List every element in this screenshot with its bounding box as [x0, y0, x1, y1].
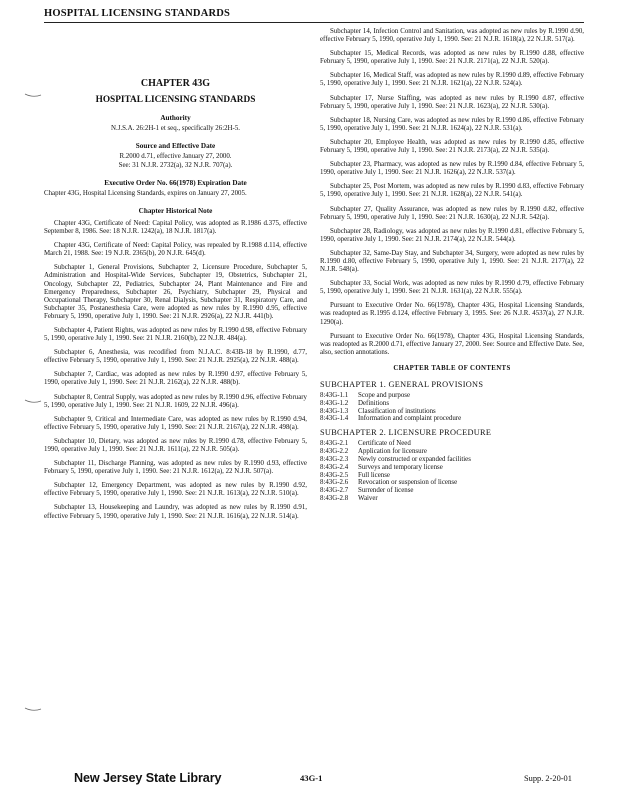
- historical-paragraph: Subchapter 6, Anesthesia, was recodified from N.J.A.C. 8:43B-18 by R.1990, d.77, effective February 5, 1990, operative July 1, 1990. See: 21 N.J.R. 2925(a), 22 N.J.R. 488(a).: [44, 349, 307, 365]
- table-of-contents: [320, 381, 584, 503]
- toc-section-title: Classification of institutions: [358, 407, 436, 415]
- margin-mark: [24, 706, 42, 712]
- toc-section-number: 8:43G-2.7: [320, 487, 349, 495]
- source-heading: Source and Effective Date: [135, 142, 216, 151]
- historical-paragraph: Subchapter 28, Radiology, was adopted as new rules by R.1990 d.81, effective February 5, 1990, operative July 1, 1990. See: 21 N.J.R. 2174(a), 22 N.J.R. 544(a).: [320, 227, 584, 243]
- toc-section-number: 8:43G-2.5: [320, 471, 349, 479]
- margin-mark: [24, 92, 42, 98]
- toc-section-number: 8:43G-2.8: [320, 494, 349, 502]
- source-line-1: R.2000 d.71, effective January 27, 2000.: [119, 153, 232, 161]
- historical-paragraph: Subchapter 17, Nurse Staffing, was adopted as new rules by R.1990 d.87, effective February 5, 1990, operative July 1, 1990. See: 21 N.J.R. 1623(a), 22 N.J.R. 530(a).: [320, 94, 584, 110]
- toc-section-number: 8:43G-2.2: [320, 448, 349, 456]
- toc-entry: [320, 440, 584, 448]
- toc-section-title: Surveys and temporary license: [358, 463, 443, 471]
- toc-section-title: Scope and purpose: [358, 392, 411, 400]
- toc-entry: [320, 472, 584, 480]
- toc-section-number: 8:43G-1.2: [320, 399, 349, 407]
- historical-paragraph: Chapter 43G, Certificate of Need: Capital Policy, was adopted as R.1986 d.375, effective September 8, 1986. See: 18 N.J.R. 1242(a), 18 N.J.R. 1817(a).: [44, 219, 307, 236]
- historical-note-right: [320, 28, 584, 357]
- supplement-date: Supp. 2-20-01: [524, 774, 572, 783]
- historical-paragraph: Subchapter 25, Post Mortem, was adopted as new rules by R.1990 d.83, effective February 5, 1990, operative July 1, 1990. See: 21 N.J.R. 1628(a), 22 N.J.R. 541(a).: [320, 183, 584, 199]
- historical-paragraph: Subchapter 12, Emergency Department, was adopted as new rules by R.1990 d.92, effective February 5, 1990, operative July 1, 1990. See: 21 N.J.R. 1613(a), 22 N.J.R. 510(a).: [44, 482, 307, 498]
- historical-paragraph: Subchapter 11, Discharge Planning, was adopted as new rules by R.1990 d.93, effective February 5, 1990, operative July 1, 1990. See: 21 N.J.R. 1612(a), 22 N.J.R. 507(a).: [44, 460, 307, 476]
- toc-entry: [320, 479, 584, 487]
- toc-entry: [320, 400, 584, 408]
- historical-paragraph: Subchapter 7, Cardiac, was adopted as new rules by R.1990 d.97, effective February 5, 1990, operative July 1, 1990. See: 21 N.J.R. 2162(a), 22 N.J.R. 488(b).: [44, 371, 307, 387]
- toc-subchapter-heading: SUBCHAPTER 2. LICENSURE PROCEDURE: [320, 428, 492, 438]
- toc-entry: [320, 495, 584, 503]
- right-column: [320, 28, 584, 503]
- historical-paragraph: Pursuant to Executive Order No. 66(1978), Chapter 43G, Hospital Licensing Standards, was readopted as R.2000 d.71, effective January 27, 2000. See: Source and Effective Date. See, also, section annotations.: [320, 332, 584, 356]
- historical-paragraph: Subchapter 8, Central Supply, was adopted as new rules by R.1990 d.96, effective February 5, 1990, operative July 1, 1990. See: 21 N.J.R. 1609, 22 N.J.R. 496(a).: [44, 393, 307, 409]
- toc-section-title: Definitions: [358, 399, 390, 407]
- toc-subchapter-heading: SUBCHAPTER 1. GENERAL PROVISIONS: [320, 380, 484, 389]
- toc-entry: [320, 408, 584, 416]
- library-name: New Jersey State Library: [74, 771, 222, 785]
- left-column: [44, 36, 307, 527]
- historical-note-left: [44, 220, 307, 521]
- toc-entry: [320, 464, 584, 472]
- toc-section-title: Certificate of Need: [358, 440, 411, 448]
- historical-paragraph: Subchapter 20, Employee Health, was adopted as new rules by R.1990 d.85, effective February 5, 1990, operative July 1, 1990. See: 21 N.J.R. 2173(a), 22 N.J.R. 535(a).: [320, 138, 584, 155]
- chapter-title: HOSPITAL LICENSING STANDARDS: [95, 95, 256, 106]
- toc-section-title: Application for licensure: [358, 448, 427, 456]
- executive-order-text: Chapter 43G, Hospital Licensing Standards, expires on January 27, 2005.: [44, 189, 247, 197]
- toc-entry: [320, 448, 584, 456]
- historical-paragraph: Subchapter 27, Quality Assurance, was adopted as new rules by R.1990 d.82, effective February 5, 1990, operative July 1, 1990. See: 21 N.J.R. 1630(a), 22 N.J.R. 542(a).: [320, 205, 584, 221]
- historical-paragraph: Subchapter 33, Social Work, was adopted as new rules by R.1990 d.79, effective February 5, 1990, operative July 1, 1990. See: 21 N.J.R. 1631(a), 22 N.J.R. 555(a).: [320, 280, 584, 296]
- historical-paragraph: Subchapter 16, Medical Staff, was adopted as new rules by R.1990 d.89, effective February 5, 1990, operative July 1, 1990. See: 21 N.J.R. 1621(a), 22 N.J.R. 524(a).: [320, 72, 584, 88]
- toc-section-number: 8:43G-2.6: [320, 479, 349, 487]
- chapter-number: CHAPTER 43G: [140, 78, 211, 89]
- historical-paragraph: Subchapter 10, Dietary, was adopted as new rules by R.1990 d.78, effective February 5, 1990, operative July 1, 1990. See: 21 N.J.R. 1611(a), 22 N.J.R. 505(a).: [44, 437, 307, 453]
- toc-title: CHAPTER TABLE OF CONTENTS: [393, 364, 511, 372]
- toc-section-number: 8:43G-2.1: [320, 440, 349, 448]
- running-head: HOSPITAL LICENSING STANDARDS: [44, 8, 231, 19]
- toc-section-title: Revocation or suspension of license: [358, 479, 458, 487]
- toc-section-title: Surrender of license: [358, 487, 414, 495]
- authority-heading: Authority: [160, 114, 191, 123]
- toc-section-number: 8:43G-1.3: [320, 407, 349, 415]
- toc-section-number: 8:43G-1.4: [320, 415, 349, 423]
- historical-paragraph: Subchapter 4, Patient Rights, was adopted as new rules by R.1990 d.98, effective February 5, 1990, operative July 1, 1990. See: 21 N.J.R. 2160(b), 22 N.J.R. 484(a).: [44, 326, 307, 343]
- toc-section-title: Newly constructed or expanded facilities: [358, 455, 471, 463]
- toc-section-number: 8:43G-2.4: [320, 463, 349, 471]
- executive-order-heading: Executive Order No. 66(1978) Expiration Date: [104, 178, 247, 187]
- historical-paragraph: Subchapter 9, Critical and Intermediate Care, was adopted as new rules by R.1990 d.94, effective February 5, 1990, operative July 1, 1990. See: 21 N.J.R. 2167(a), 22 N.J.R. 498(a).: [44, 415, 307, 431]
- toc-entry: [320, 392, 584, 400]
- authority-text: N.J.S.A. 26:2H-1 et seq., specifically 26:2H-5.: [111, 125, 240, 133]
- toc-section-number: 8:43G-1.1: [320, 392, 349, 400]
- header-rule: [44, 22, 584, 23]
- historical-paragraph: Chapter 43G, Certificate of Need: Capital Policy, was repealed by R.1988 d.114, effective March 21, 1988. See: 19 N.J.R. 2365(b), 20 N.J.R. 645(d).: [44, 242, 307, 258]
- toc-entry: [320, 415, 584, 423]
- margin-mark: [24, 398, 42, 404]
- historical-paragraph: Subchapter 13, Housekeeping and Laundry, was adopted as new rules by R.1990 d.91, effective February 5, 1990, operative July 1, 1990. See: 21 N.J.R. 1616(a), 22 N.J.R. 514(a).: [44, 504, 307, 520]
- toc-section-title: Full license: [358, 471, 390, 479]
- toc-section-number: 8:43G-2.3: [320, 455, 349, 463]
- toc-section-title: Waiver: [358, 494, 378, 502]
- historical-paragraph: Subchapter 1, General Provisions, Subchapter 2, Licensure Procedure, Subchapter 5, Administration and Hospital-Wide Services, Subchapter 19, Obstetrics, Subchapter 21, Oncology, Subchapter 22, Pediatrics, Subchapter 24, Plant Maintenance and Fire and Emergency Preparedness, Subchapter 26, Psychiatry, Subchapter 29, Physical and Occupational Therapy, Subchapter 30, Renal Dialysis, Subchapter 31, Respiratory Care, and Subchapter 35, Postanesthesia Care, were adopted as new rules by R.1990 d.95, effective February 5, 1990, operative July 1, 1990. See: 21 N.J.R. 2926(a), 22 N.J.R. 441(b).: [44, 264, 307, 320]
- historical-note-heading: Chapter Historical Note: [138, 206, 213, 215]
- page-number: 43G-1: [300, 773, 323, 783]
- historical-paragraph: Subchapter 15, Medical Records, was adopted as new rules by R.1990 d.88, effective February 5, 1990, operative July 1, 1990. See: 21 N.J.R. 2171(a), 22 N.J.R. 520(a).: [320, 50, 584, 66]
- source-line-2: See: 31 N.J.R. 2732(a), 32 N.J.R. 707(a).: [118, 161, 233, 169]
- historical-paragraph: Subchapter 18, Nursing Care, was adopted as new rules by R.1990 d.86, effective February 5, 1990, operative July 1, 1990. See: 21 N.J.R. 1624(a), 22 N.J.R. 531(a).: [320, 116, 584, 132]
- historical-paragraph: Subchapter 14, Infection Control and Sanitation, was adopted as new rules by R.1990 d.90, effective February 5, 1990, operative July 1, 1990. See: 21 N.J.R. 1618(a), 22 N.J.R. 517(a).: [320, 28, 584, 44]
- historical-paragraph: Pursuant to Executive Order No. 66(1978), Chapter 43G, Hospital Licensing Standards, was readopted as R.1995 d.124, effective February 3, 1995. See: 26 N.J.R. 4537(a), 27 N.J.R. 1290(a).: [320, 302, 584, 326]
- toc-entry: [320, 487, 584, 495]
- toc-entry: [320, 456, 584, 464]
- toc-section-title: Information and complaint procedure: [358, 415, 462, 423]
- historical-paragraph: Subchapter 32, Same-Day Stay, and Subchapter 34, Surgery, were adopted as new rules by R.1990 d.80, effective February 5, 1990, operative July 1, 1990. See: 21 N.J.R. 2177(a), 22 N.J.R. 548(a).: [320, 249, 584, 274]
- historical-paragraph: Subchapter 23, Pharmacy, was adopted as new rules by R.1990 d.84, effective February 5, 1990, operative July 1, 1990. See: 21 N.J.R. 1626(a), 22 N.J.R. 537(a).: [320, 161, 584, 177]
